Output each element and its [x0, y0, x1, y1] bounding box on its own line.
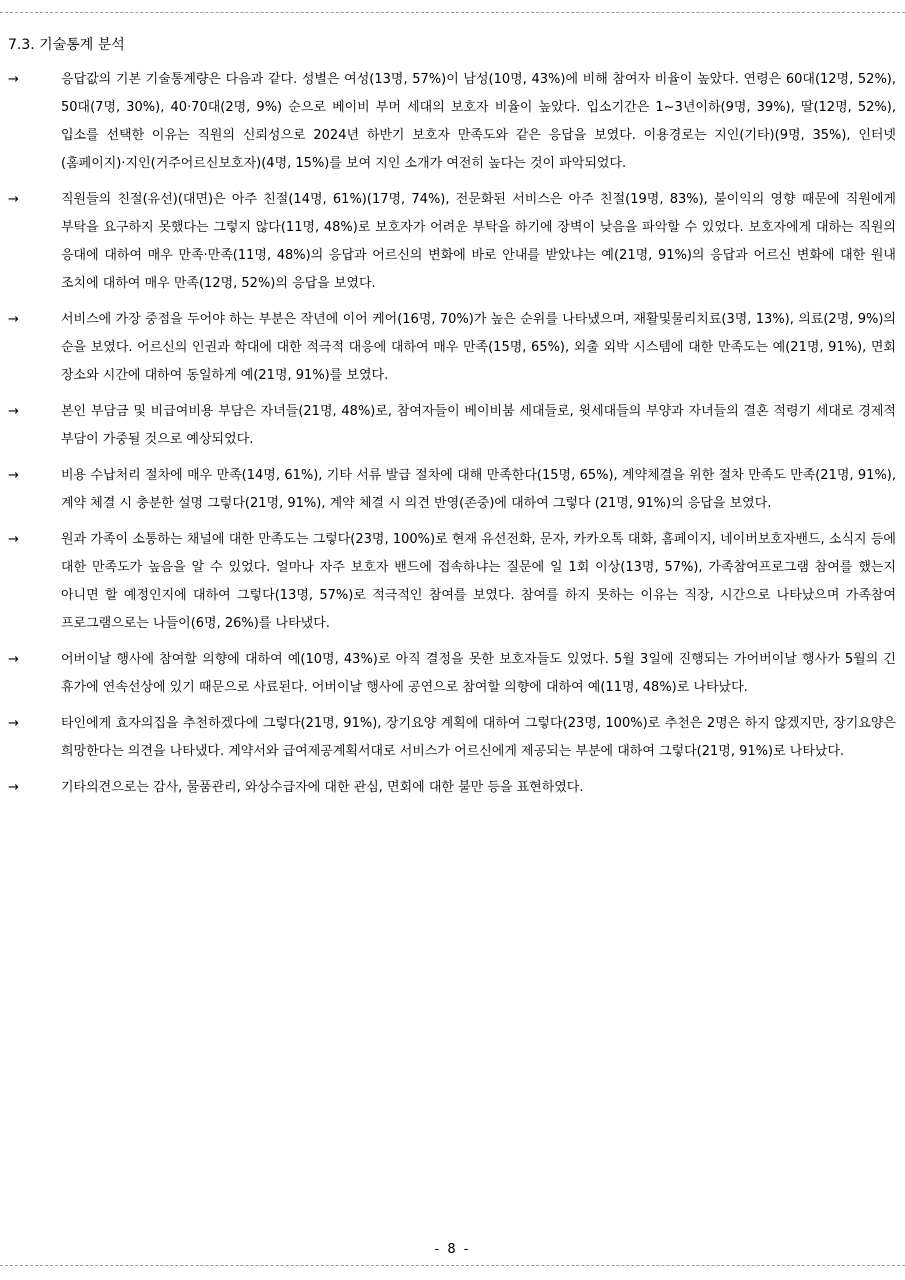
- right-arrow-icon: →: [8, 780, 19, 795]
- bullet-paragraph-5: [8, 462, 896, 518]
- right-arrow-icon: →: [8, 72, 19, 87]
- bullet-paragraph-9: [8, 774, 896, 802]
- bullet-paragraph-1: [8, 66, 896, 178]
- right-arrow-icon: →: [8, 652, 19, 667]
- top-dashed-rule: [0, 12, 905, 13]
- bullet-paragraph-2: [8, 186, 896, 298]
- paragraph-text: 서비스에 가장 중점을 두어야 하는 부분은 작년에 이어 케어(16명, 70%)가 높은 순위를 나타냈으며, 재활및물리치료(3명, 13%), 의료(2명, 9%)의 순을 보였다. 어르신의 인권과 학대에 대한 적극적 대응에 대하여 매우 만족(15명, 65%), 외출 외박 시스템에 대한 만족도는 예(21명, 91%), 면회 장소와 시간에 대하여 동일하게 예(21명, 91%)를 보였다.: [61, 312, 896, 383]
- paragraph-text: 타인에게 효자의집을 추천하겠다에 그렇다(21명, 91%), 장기요양 계획에 대하여 그렇다(23명, 100%)로 추천은 2명은 하지 않겠지만, 장기요양은 희망한다는 의견을 나타냈다. 계약서와 급여제공계획서대로 서비스가 어르신에게 제공되는 부분에 대하여 그렇다(21명, 91%)로 나타났다.: [61, 716, 896, 759]
- paragraph-text: 원과 가족이 소통하는 채널에 대한 만족도는 그렇다(23명, 100%)로 현재 유선전화, 문자, 카카오톡 대화, 홈페이지, 네이버보호자밴드, 소식지 등에 대한 만족도가 높음을 알 수 있었다. 얼마나 자주 보호자 밴드에 접속하냐는 질문에 일 1회 이상(13명, 57%), 가족참여프로그램 참여를 했는지 아니면 할 예정인지에 대하여 그렇다(13명, 57%)로 적극적인 참여를 보였다. 참여를 하지 못하는 이유는 직장, 시간으로 나타났으며 가족참여 프로그램으로는 나들이(6명, 26%)를 나타냈다.: [61, 532, 896, 631]
- right-arrow-icon: →: [8, 312, 19, 327]
- right-arrow-icon: →: [8, 192, 19, 207]
- bullet-paragraph-3: [8, 306, 896, 390]
- paragraph-text: 직원들의 친절(유선)(대면)은 아주 친절(14명, 61%)(17명, 74%), 전문화된 서비스은 아주 친절(19명, 83%), 불이익의 영향 때문에 직원에게 부탁을 요구하지 못했다는 그렇지 않다(11명, 48%)로 보호자가 어려운 부탁을 하기에 장벽이 낮음을 파악할 수 있었다. 보호자에게 대하는 직원의 응대에 대하여 매우 만족·만족(11명, 48%)의 응답과 어르신의 변화에 바로 안내를 받았냐는 예(21명, 91%)의 응답과 어르신 변화에 대한 원내 조치에 대하여 매우 만족(12명, 52%)의 응답을 보였다.: [61, 192, 896, 291]
- paragraph-text: 비용 수납처리 절차에 매우 만족(14명, 61%), 기타 서류 발급 절차에 대해 만족한다(15명, 65%), 계약체결을 위한 절차 만족도 만족(21명, 91%), 계약 체결 시 충분한 설명 그렇다(21명, 91%), 계약 체결 시 의견 반영(존중)에 대하여 그렇다 (21명, 91%)의 응답을 보였다.: [61, 468, 896, 511]
- paragraph-text: 본인 부담금 및 비급여비용 부담은 자녀들(21명, 48%)로, 참여자들이 베이비붐 세대들로, 윗세대들의 부양과 자녀들의 결혼 적령기 세대로 경제적 부담이 가중될 것으로 예상되었다.: [61, 404, 896, 447]
- section-title: 7.3. 기술통계 분석: [8, 37, 125, 53]
- right-arrow-icon: →: [8, 404, 19, 419]
- bullet-paragraph-4: [8, 398, 896, 454]
- page-number: - 8 -: [434, 1242, 471, 1257]
- right-arrow-icon: →: [8, 716, 19, 731]
- bullet-paragraph-6: [8, 526, 896, 638]
- paragraph-text: 기타의견으로는 감사, 물품관리, 와상수급자에 대한 관심, 면회에 대한 불만 등을 표현하였다.: [61, 780, 584, 795]
- right-arrow-icon: →: [8, 532, 19, 547]
- right-arrow-icon: →: [8, 468, 19, 483]
- bullet-paragraph-7: [8, 646, 896, 702]
- document-page: [8, 30, 896, 810]
- bottom-dashed-rule: [0, 1265, 905, 1266]
- bullet-paragraph-8: [8, 710, 896, 766]
- paragraph-text: 어버이날 행사에 참여할 의향에 대하여 예(10명, 43%)로 아직 결정을 못한 보호자들도 있었다. 5월 3일에 진행되는 가어버이날 행사가 5월의 긴 휴가에 연속선상에 있기 때문으로 사료된다. 어버이날 행사에 공연으로 참여할 의향에 대하여 예(11명, 48%)로 나타났다.: [61, 652, 896, 695]
- paragraph-text: 응답값의 기본 기술통계량은 다음과 같다. 성별은 여성(13명, 57%)이 남성(10명, 43%)에 비해 참여자 비율이 높았다. 연령은 60대(12명, 52%), 50대(7명, 30%), 40·70대(2명, 9%) 순으로 베이비 부머 세대의 보호자 비율이 높았다. 입소기간은 1~3년이하(9명, 39%), 딸(12명, 52%), 입소를 선택한 이유는 직원의 신뢰성으로 2024년 하반기 보호자 만족도와 같은 응답을 보였다. 이용경로는 지인(기타)(9명, 35%), 인터넷(홈페이지)·지인(거주어르신보호자)(4명, 15%)를 보여 지인 소개가 여전히 높다는 것이 파악되었다.: [61, 72, 896, 171]
